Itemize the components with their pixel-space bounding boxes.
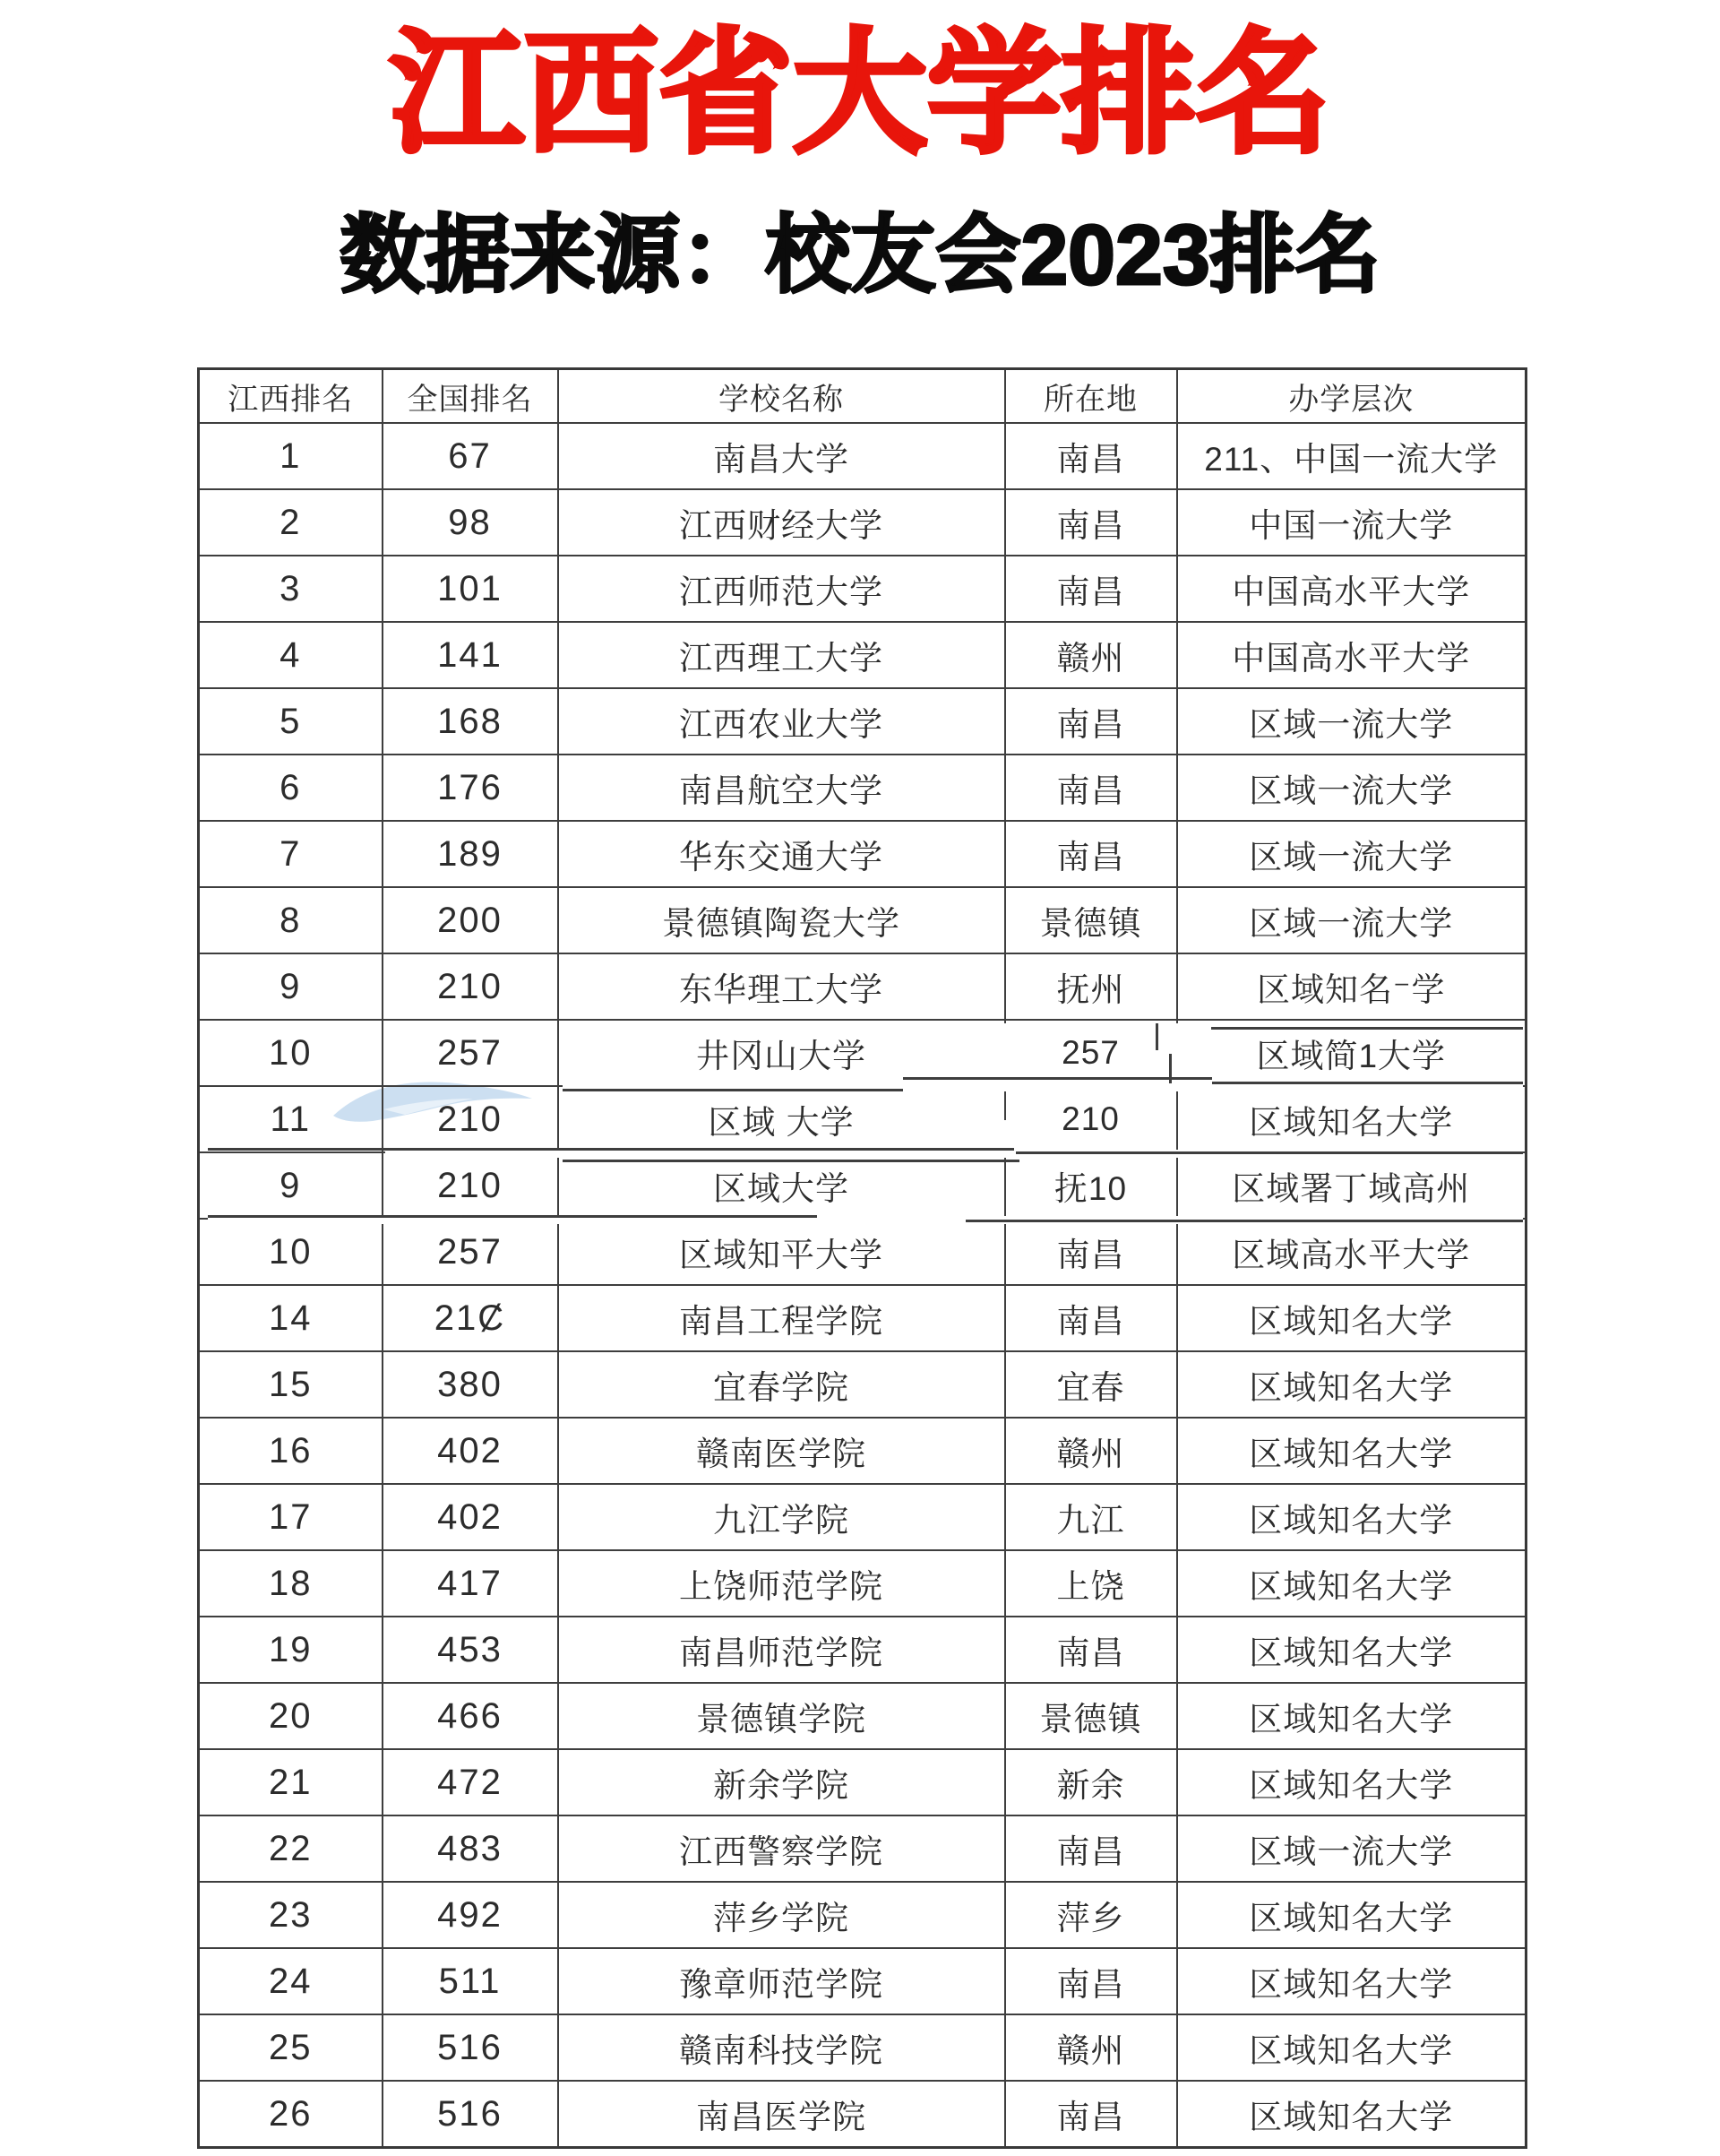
cell-level: 区域知名大学 <box>1177 2081 1526 2148</box>
cell-level: 区域知名大学 <box>1177 2014 1526 2081</box>
glitch-border-fragment <box>1211 1027 1523 1030</box>
cell-jiangxi-rank: 20 <box>199 1683 383 1749</box>
table-header-row <box>199 369 1526 424</box>
cell-school-name: 江西农业大学 <box>558 688 1005 755</box>
page-title: 江西省大学排名 <box>389 18 1330 168</box>
cell-school-name: 南昌医学院 <box>558 2081 1005 2148</box>
table-row <box>199 1550 1526 1617</box>
cell-school-name: 南昌大学 <box>558 423 1005 489</box>
cell-level: 区域一流大学 <box>1177 1815 1526 1882</box>
cell-jiangxi-rank: 9 <box>199 953 383 1020</box>
cell-school-name: 江西警察学院 <box>558 1815 1005 1882</box>
cell-school-name: 景德镇学院 <box>558 1683 1005 1749</box>
cell-jiangxi-rank: 8 <box>199 887 383 953</box>
cell-jiangxi-rank: 24 <box>199 1948 383 2014</box>
table-row <box>199 423 1526 489</box>
table-row <box>199 821 1526 887</box>
table-row <box>199 1418 1526 1484</box>
cell-school-name: 景德镇陶瓷大学 <box>558 887 1005 953</box>
cell-school-name: 井冈山大学 <box>558 1020 1005 1086</box>
cell-jiangxi-rank: 10 <box>199 1219 383 1285</box>
column-header: 全国排名 <box>383 369 558 424</box>
table-row <box>199 688 1526 755</box>
cell-city: 257 <box>1005 1020 1177 1086</box>
cell-school-name: 九江学院 <box>558 1484 1005 1550</box>
cell-jiangxi-rank: 7 <box>199 821 383 887</box>
cell-national-rank: 483 <box>383 1815 558 1882</box>
cell-jiangxi-rank: 23 <box>199 1882 383 1948</box>
column-header: 所在地 <box>1005 369 1177 424</box>
cell-city: 南昌 <box>1005 755 1177 821</box>
cell-school-name: 豫章师范学院 <box>558 1948 1005 2014</box>
cell-city: 宜春 <box>1005 1351 1177 1418</box>
cell-school-name: 宜春学院 <box>558 1351 1005 1418</box>
cell-level: 区域知名大学 <box>1177 1484 1526 1550</box>
cell-city: 南昌 <box>1005 1815 1177 1882</box>
cell-national-rank: 210 <box>383 1086 558 1152</box>
cell-level: 区域知名大学 <box>1177 1086 1526 1152</box>
glitch-border-patch <box>1173 1023 1180 1084</box>
table-row <box>199 755 1526 821</box>
table-row <box>199 1152 1526 1219</box>
table-row <box>199 953 1526 1020</box>
cell-national-rank: 257 <box>383 1020 558 1086</box>
cell-national-rank: 472 <box>383 1749 558 1815</box>
cell-school-name: 上饶师范学院 <box>558 1550 1005 1617</box>
cell-national-rank: 417 <box>383 1550 558 1617</box>
column-header: 学校名称 <box>558 369 1005 424</box>
glitch-border-fragment <box>903 1077 1212 1080</box>
table-row <box>199 556 1526 622</box>
page-subtitle: 数据来源：校友会2023排名 <box>340 208 1380 303</box>
cell-city: 南昌 <box>1005 1948 1177 2014</box>
cell-level: 区域知名大学 <box>1177 1418 1526 1484</box>
cell-jiangxi-rank: 11 <box>199 1086 383 1152</box>
glitch-border-fragment <box>563 1089 903 1091</box>
cell-level: 区域一流大学 <box>1177 887 1526 953</box>
cell-national-rank: 21Ȼ <box>383 1285 558 1351</box>
cell-national-rank: 516 <box>383 2081 558 2148</box>
cell-jiangxi-rank: 18 <box>199 1550 383 1617</box>
table-row <box>199 1086 1526 1152</box>
cell-city: 九江 <box>1005 1484 1177 1550</box>
cell-level: 区域知名⁻学 <box>1177 953 1526 1020</box>
cell-national-rank: 453 <box>383 1617 558 1683</box>
cell-city: 210 <box>1005 1086 1177 1152</box>
cell-city: 南昌 <box>1005 556 1177 622</box>
cell-national-rank: 516 <box>383 2014 558 2081</box>
cell-national-rank: 67 <box>383 423 558 489</box>
cell-level: 区域知名大学 <box>1177 1351 1526 1418</box>
cell-jiangxi-rank: 25 <box>199 2014 383 2081</box>
glitch-border-patch <box>1001 1023 1008 1084</box>
cell-jiangxi-rank: 22 <box>199 1815 383 1882</box>
ranking-table <box>197 367 1527 2149</box>
cell-school-name: 江西财经大学 <box>558 489 1005 556</box>
cell-national-rank: 189 <box>383 821 558 887</box>
cell-level: 区域知名大学 <box>1177 1948 1526 2014</box>
cell-city: 南昌 <box>1005 1285 1177 1351</box>
cell-level: 区域知名大学 <box>1177 1749 1526 1815</box>
table-row <box>199 489 1526 556</box>
cell-city: 南昌 <box>1005 489 1177 556</box>
cell-national-rank: 380 <box>383 1351 558 1418</box>
cell-national-rank: 210 <box>383 1152 558 1219</box>
cell-level: 中国一流大学 <box>1177 489 1526 556</box>
cell-jiangxi-rank: 21 <box>199 1749 383 1815</box>
cell-national-rank: 200 <box>383 887 558 953</box>
cell-city: 萍乡 <box>1005 1882 1177 1948</box>
cell-level: 区域知名大学 <box>1177 1285 1526 1351</box>
glitch-border-fragment <box>966 1220 1523 1222</box>
table-row <box>199 1948 1526 2014</box>
cell-city: 景德镇 <box>1005 887 1177 953</box>
glitch-border-fragment <box>1169 1054 1172 1086</box>
cell-school-name: 赣南医学院 <box>558 1418 1005 1484</box>
cell-level: 区域知名大学 <box>1177 1617 1526 1683</box>
cell-school-name: 南昌工程学院 <box>558 1285 1005 1351</box>
cell-city: 南昌 <box>1005 821 1177 887</box>
cell-level: 区域一流大学 <box>1177 688 1526 755</box>
cell-city: 南昌 <box>1005 1617 1177 1683</box>
cell-city: 赣州 <box>1005 2014 1177 2081</box>
table-row <box>199 1683 1526 1749</box>
table-row <box>199 887 1526 953</box>
cell-jiangxi-rank: 16 <box>199 1418 383 1484</box>
cell-national-rank: 492 <box>383 1882 558 1948</box>
cell-jiangxi-rank: 1 <box>199 423 383 489</box>
cell-national-rank: 511 <box>383 1948 558 2014</box>
cell-city: 上饶 <box>1005 1550 1177 1617</box>
cell-jiangxi-rank: 6 <box>199 755 383 821</box>
cell-school-name: 南昌师范学院 <box>558 1617 1005 1683</box>
cell-jiangxi-rank: 3 <box>199 556 383 622</box>
cell-national-rank: 176 <box>383 755 558 821</box>
cell-school-name: 区域知平大学 <box>558 1219 1005 1285</box>
table-row <box>199 2014 1526 2081</box>
cell-national-rank: 141 <box>383 622 558 688</box>
cell-city: 赣州 <box>1005 1418 1177 1484</box>
cell-level: 中国高水平大学 <box>1177 556 1526 622</box>
cell-school-name: 赣南科技学院 <box>558 2014 1005 2081</box>
cell-national-rank: 168 <box>383 688 558 755</box>
column-header: 办学层次 <box>1177 369 1526 424</box>
cell-national-rank: 402 <box>383 1484 558 1550</box>
cell-school-name: 区域大学 <box>558 1152 1005 1219</box>
cell-school-name: 东华理工大学 <box>558 953 1005 1020</box>
table-row <box>199 622 1526 688</box>
cell-city: 景德镇 <box>1005 1683 1177 1749</box>
table-row <box>199 1484 1526 1550</box>
cell-national-rank: 210 <box>383 953 558 1020</box>
cell-level: 区域一流大学 <box>1177 755 1526 821</box>
cell-jiangxi-rank: 5 <box>199 688 383 755</box>
cell-school-name: 江西师范大学 <box>558 556 1005 622</box>
cell-national-rank: 101 <box>383 556 558 622</box>
column-header: 江西排名 <box>199 369 383 424</box>
cell-school-name: 江西理工大学 <box>558 622 1005 688</box>
cell-level: 中国高水平大学 <box>1177 622 1526 688</box>
cell-jiangxi-rank: 14 <box>199 1285 383 1351</box>
table-row <box>199 1285 1526 1351</box>
cell-jiangxi-rank: 2 <box>199 489 383 556</box>
cell-school-name: 萍乡学院 <box>558 1882 1005 1948</box>
cell-level: 区域简1大学 <box>1177 1020 1526 1086</box>
cell-national-rank: 98 <box>383 489 558 556</box>
cell-city: 抚10 <box>1005 1152 1177 1219</box>
cell-national-rank: 402 <box>383 1418 558 1484</box>
cell-national-rank: 257 <box>383 1219 558 1285</box>
glitch-border-fragment <box>208 1148 1014 1151</box>
cell-jiangxi-rank: 9 <box>199 1152 383 1219</box>
cell-school-name: 南昌航空大学 <box>558 755 1005 821</box>
cell-level: 区域高水平大学 <box>1177 1219 1526 1285</box>
table-row <box>199 2081 1526 2148</box>
table-row <box>199 1749 1526 1815</box>
table-row <box>199 1219 1526 1285</box>
table-row <box>199 1815 1526 1882</box>
cell-level: 区域知名大学 <box>1177 1882 1526 1948</box>
cell-jiangxi-rank: 10 <box>199 1020 383 1086</box>
cell-level: 区域署丁域高州 <box>1177 1152 1526 1219</box>
cell-school-name: 区域 大学 <box>558 1086 1005 1152</box>
cell-school-name: 新余学院 <box>558 1749 1005 1815</box>
cell-level: 区域知名大学 <box>1177 1683 1526 1749</box>
glitch-border-fragment <box>1016 1151 1523 1154</box>
cell-city: 南昌 <box>1005 1219 1177 1285</box>
table-row <box>199 1882 1526 1948</box>
cell-city: 抚州 <box>1005 953 1177 1020</box>
cell-level: 区域知名大学 <box>1177 1550 1526 1617</box>
cell-jiangxi-rank: 15 <box>199 1351 383 1418</box>
table-row <box>199 1351 1526 1418</box>
cell-level: 区域一流大学 <box>1177 821 1526 887</box>
cell-jiangxi-rank: 19 <box>199 1617 383 1683</box>
cell-city: 赣州 <box>1005 622 1177 688</box>
cell-city: 南昌 <box>1005 2081 1177 2148</box>
table-row <box>199 1020 1526 1086</box>
cell-jiangxi-rank: 4 <box>199 622 383 688</box>
glitch-border-fragment <box>563 1160 1019 1162</box>
table-body <box>199 423 1526 2148</box>
cell-city: 新余 <box>1005 1749 1177 1815</box>
table-row <box>199 1617 1526 1683</box>
cell-city: 南昌 <box>1005 688 1177 755</box>
cell-jiangxi-rank: 17 <box>199 1484 383 1550</box>
cell-city: 南昌 <box>1005 423 1177 489</box>
cell-school-name: 华东交通大学 <box>558 821 1005 887</box>
cell-level: 211、中国一流大学 <box>1177 423 1526 489</box>
glitch-border-fragment <box>1212 1082 1523 1084</box>
glitch-border-fragment <box>208 1215 817 1218</box>
cell-national-rank: 466 <box>383 1683 558 1749</box>
cell-jiangxi-rank: 26 <box>199 2081 383 2148</box>
glitch-border-fragment <box>1156 1023 1158 1050</box>
